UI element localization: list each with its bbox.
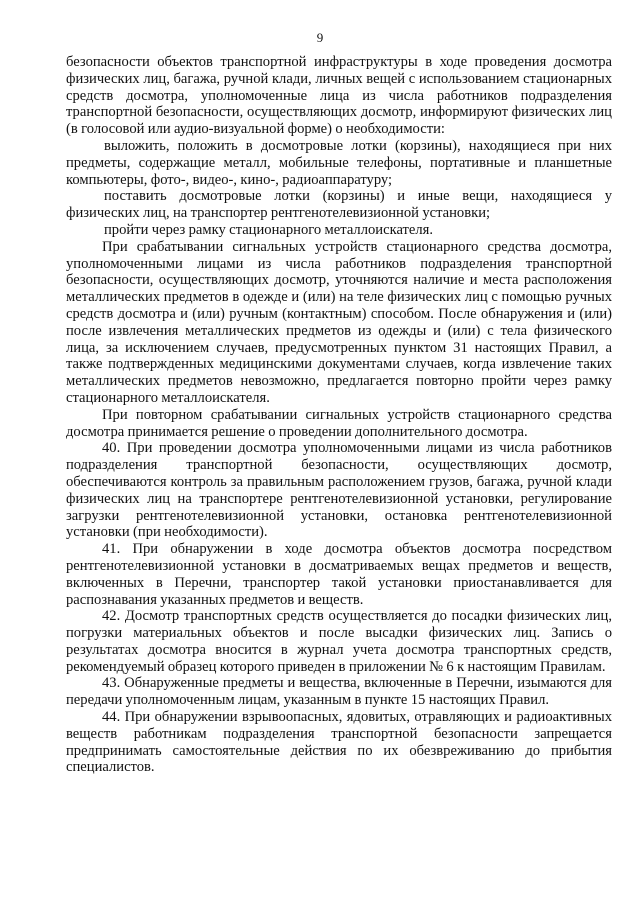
paragraph-item-lay-out: выложить, положить в досмотровые лотки (корзины), находящиеся при них предметы, содержащие металл, мобильные телефоны, портативные и планшетные компьютеры, фото-, видео-, кино-, радиоаппаратуру; xyxy=(66,137,612,188)
paragraph-clause-41: 41. При обнаружении в ходе досмотра объектов досмотра посредством рентгенотелевизионной установки в досматриваемых вещах предметов и веществ, включенных в Перечни, транспортер такой установки приостанавливается для распознавания указанных предметов и веществ. xyxy=(66,541,612,608)
paragraph-clause-42: 42. Досмотр транспортных средств осуществляется до посадки физических лиц, погрузки материальных объектов и после высадки физических лиц. Запись о результатах досмотра вносится в журнал учета досмотра транспортных средств, рекомендуемый образец которого приведен в приложении № 6 к настоящим Правилам. xyxy=(66,608,612,675)
paragraph-repeat-alarm: При повторном срабатывании сигнальных устройств стационарного средства досмотра принимается решение о проведении дополнительного досмотра. xyxy=(66,406,612,440)
paragraph-clause-40: 40. При проведении досмотра уполномоченными лицами из числа работников подразделения транспортной безопасности, осуществляющих досмотр, обеспечиваются контроль за правильным расположением грузов, багажа, ручной клади физических лиц на транспортере рентгенотелевизионной установки, регулирование загрузки рентгенотелевизионной установки, остановка рентгенотелевизионной установки (при необходимости). xyxy=(66,440,612,541)
page-number: 9 xyxy=(316,30,324,45)
paragraph-item-walk-through: пройти через рамку стационарного металлоискателя. xyxy=(104,221,434,238)
paragraph-clause-44: 44. При обнаружении взрывоопасных, ядовитых, отравляющих и радиоактивных веществ работникам подразделения транспортной безопасности запрещается предпринимать самостоятельные действия по их обезвреживанию до прибытия специалистов. xyxy=(66,709,612,776)
paragraph-intro: безопасности объектов транспортной инфраструктуры в ходе проведения досмотра физических лиц, багажа, ручной клади, личных вещей с использованием стационарных средств досмотра, уполномоченные лица из числа работников подразделения транспортной безопасности, осуществляющих досмотр, информируют физических лиц (в голосовой или аудио-визуальной форме) о необходимости: xyxy=(66,54,612,138)
paragraph-clause-43: 43. Обнаруженные предметы и вещества, включенные в Перечни, изымаются для передачи уполномоченным лицам, указанным в пункте 15 настоящих Правил. xyxy=(66,675,612,709)
paragraph-alarm-trigger: При срабатывании сигнальных устройств стационарного средства досмотра, уполномоченными лицами из числа работников подразделения транспортной безопасности, осуществляющих досмотр, уточняются наличие и места расположения металлических предметов в одежде и (или) на теле физических лиц с помощью ручных средств досмотра и (или) ручным (контактным) способом. После обнаружения и (или) после извлечения металлических предметов из одежды и (или) с тела физического лица, за исключением случаев, предусмотренных пунктом 31 настоящих Правил, а также подтвержденных медицинскими документами случаев, когда извлечение таких металлических предметов невозможно, предлагается повторно пройти через рамку стационарного металлоискателя. xyxy=(66,238,612,406)
document-body xyxy=(66,54,612,776)
paragraph-item-place-trays: поставить досмотровые лотки (корзины) и иные вещи, находящиеся у физических лиц, на транспортер рентгенотелевизионной установки; xyxy=(66,188,612,222)
